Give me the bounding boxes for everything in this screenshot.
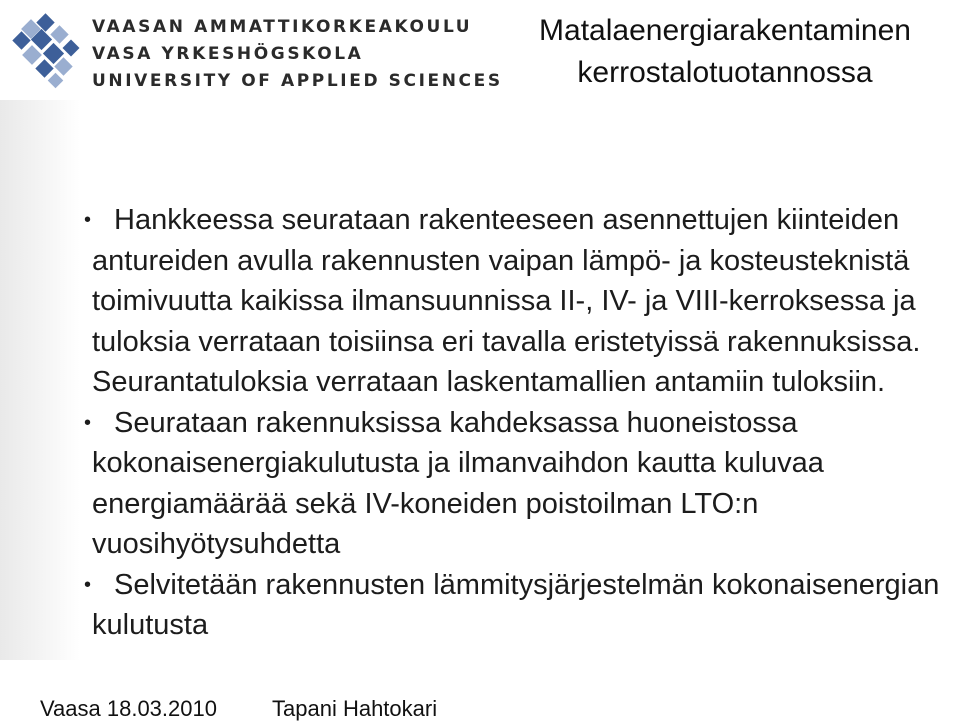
bullet-dot-icon: • (84, 411, 92, 434)
bullet-text: Hankkeessa seurataan rakenteeseen asennettujen kiinteiden antureiden avulla rakennusten vaipan lämpö- ja kosteusteknistä toimivuutta kaikissa ilmansuunnissa II-, IV- ja VIII-kerroksessa ja tuloksia verrataan toisiinsa eri tavalla eristetyissä rakennuksissa. Seurantatuloksia verrataan laskentamallien antamiin tuloksiin. (92, 204, 921, 398)
slide-footer (40, 696, 437, 722)
bullet-dot-icon: • (84, 209, 92, 231)
university-logo-icon (10, 12, 88, 92)
bullet-item (84, 565, 952, 646)
bullet-text: Selvitetään rakennusten lämmitysjärjestelmän kokonaisenergian kulutusta (92, 568, 940, 641)
slide-title (505, 10, 945, 94)
footer-author: Tapani Hahtokari (272, 696, 438, 721)
institution-line-sv: VASA YRKESHÖGSKOLA (92, 44, 364, 64)
slide-header (0, 0, 960, 100)
bullet-text: Seurataan rakennuksissa kahdeksassa huoneistossa kokonaisenergiakulutusta ja ilmanvaihdon kautta kuluvaa energiamäärää sekä IV-koneiden poistoilman LTO:n vuosihyötysuhdetta (92, 406, 824, 560)
institution-line-fi: VAASAN AMMATTIKORKEAKOULU (92, 17, 473, 37)
bullet-item (84, 200, 952, 403)
slide-body (84, 200, 952, 646)
slide-title-line-1: Matalaenergiarakentaminen (539, 14, 911, 47)
institution-line-en: UNIVERSITY OF APPLIED SCIENCES (92, 71, 503, 91)
footer-date: Vaasa 18.03.2010 (40, 696, 217, 721)
bullet-dot-icon: • (84, 573, 92, 596)
bullet-item (84, 403, 952, 565)
slide-title-line-2: kerrostalotuotannossa (577, 56, 873, 89)
slide-sidebar-gradient (0, 100, 80, 660)
institution-name (92, 14, 503, 95)
